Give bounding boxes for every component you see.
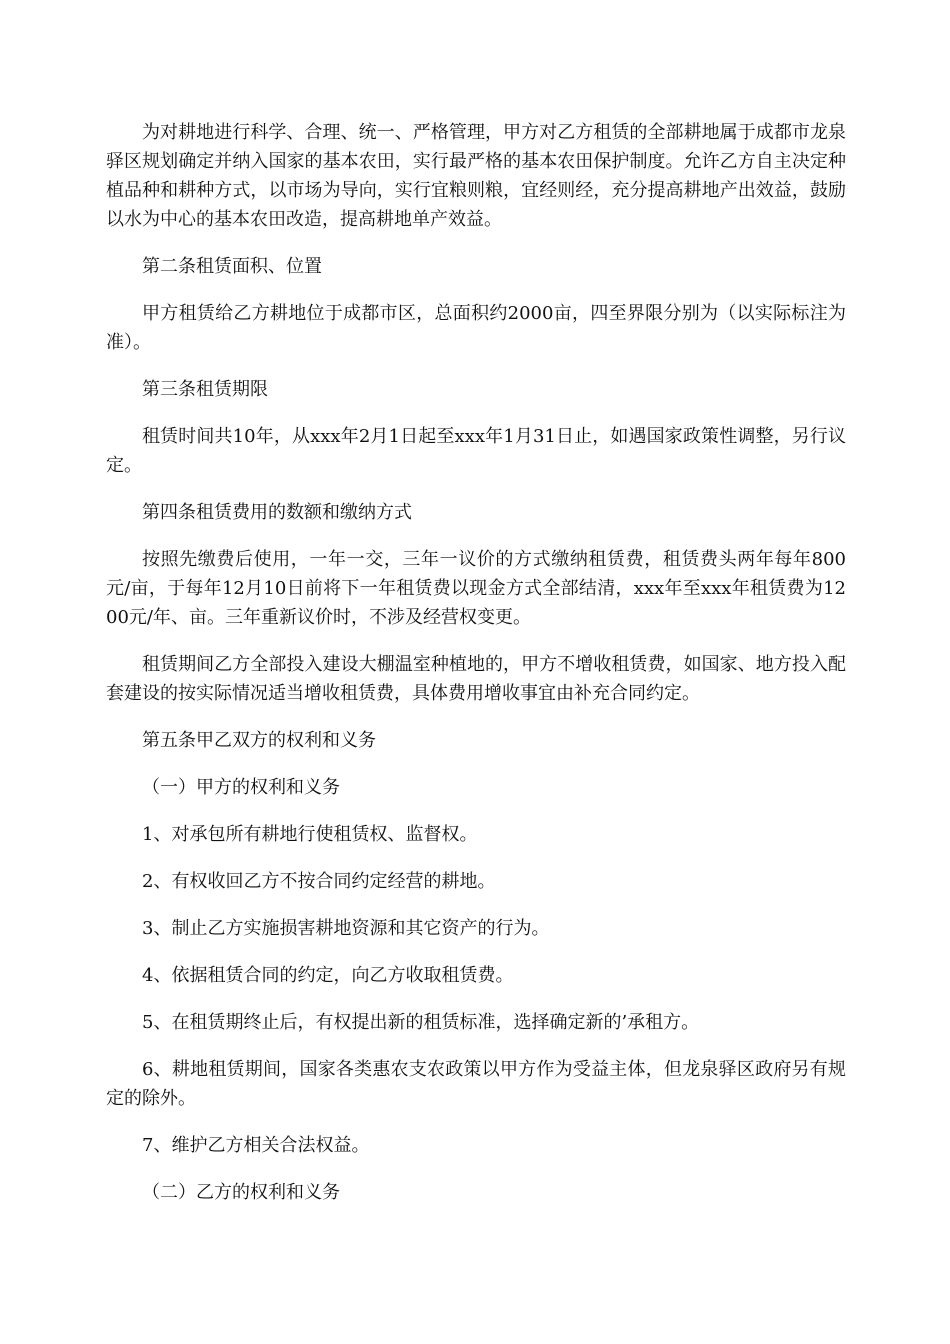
list-item-a-1: 1、对承包所有耕地行使租赁权、监督权。: [142, 824, 478, 845]
document-body: [106, 118, 846, 1225]
paragraph-greenhouse: 租赁期间乙方全部投入建设大棚温室种植地的，甲方不增收租赁费，如国家、地方投入配套建设的按实际情况适当增收租赁费，具体费用增收事宜由补充合同约定。: [106, 654, 846, 704]
paragraph-purpose: 为对耕地进行科学、合理、统一、严格管理，甲方对乙方租赁的全部耕地属于成都市龙泉驿区规划确定并纳入国家的基本农田，实行最严格的基本农田保护制度。允许乙方自主决定种植品种和耕种方式，以市场为导向，实行宜粮则粮，宜经则经，充分提高耕地产出效益，鼓励以水为中心的基本农田改造，提高耕地单产效益。: [106, 122, 846, 230]
list-item-a-2: 2、有权收回乙方不按合同约定经营的耕地。: [142, 871, 496, 892]
heading-article-4: 第四条租赁费用的数额和缴纳方式: [142, 502, 412, 523]
heading-article-2: 第二条租赁面积、位置: [142, 256, 322, 277]
list-item-a-5: 5、在租赁期终止后，有权提出新的租赁标准，选择确定新的’承租方。: [142, 1012, 700, 1033]
heading-article-5: 第五条甲乙双方的权利和义务: [142, 730, 376, 751]
heading-article-3: 第三条租赁期限: [142, 379, 268, 400]
paragraph-lease-term: 租赁时间共10年，从xxx年2月1日起至xxx年1月31日止，如遇国家政策性调整，另行议定。: [106, 426, 846, 476]
list-item-a-4: 4、依据租赁合同的约定，向乙方收取租赁费。: [142, 965, 514, 986]
list-item-a-3: 3、制止乙方实施损害耕地资源和其它资产的行为。: [142, 918, 550, 939]
paragraph-fee-payment: 按照先缴费后使用，一年一交，三年一议价的方式缴纳租赁费，租赁费头两年每年800元/亩，于每年12月10日前将下一年租赁费以现金方式全部结清，xxx年至xxx年租赁费为1200元/年、亩。三年重新议价时，不涉及经营权变更。: [106, 549, 846, 628]
subheading-party-a: （一）甲方的权利和义务: [142, 777, 340, 798]
subheading-party-b: （二）乙方的权利和义务: [142, 1182, 340, 1203]
paragraph-area-location: 甲方租赁给乙方耕地位于成都市区，总面积约2000亩，四至界限分别为（以实际标注为准）。: [106, 303, 846, 353]
list-item-a-6: 6、耕地租赁期间，国家各类惠农支农政策以甲方作为受益主体，但龙泉驿区政府另有规定的除外。: [106, 1059, 846, 1109]
list-item-a-7: 7、维护乙方相关合法权益。: [142, 1135, 370, 1156]
